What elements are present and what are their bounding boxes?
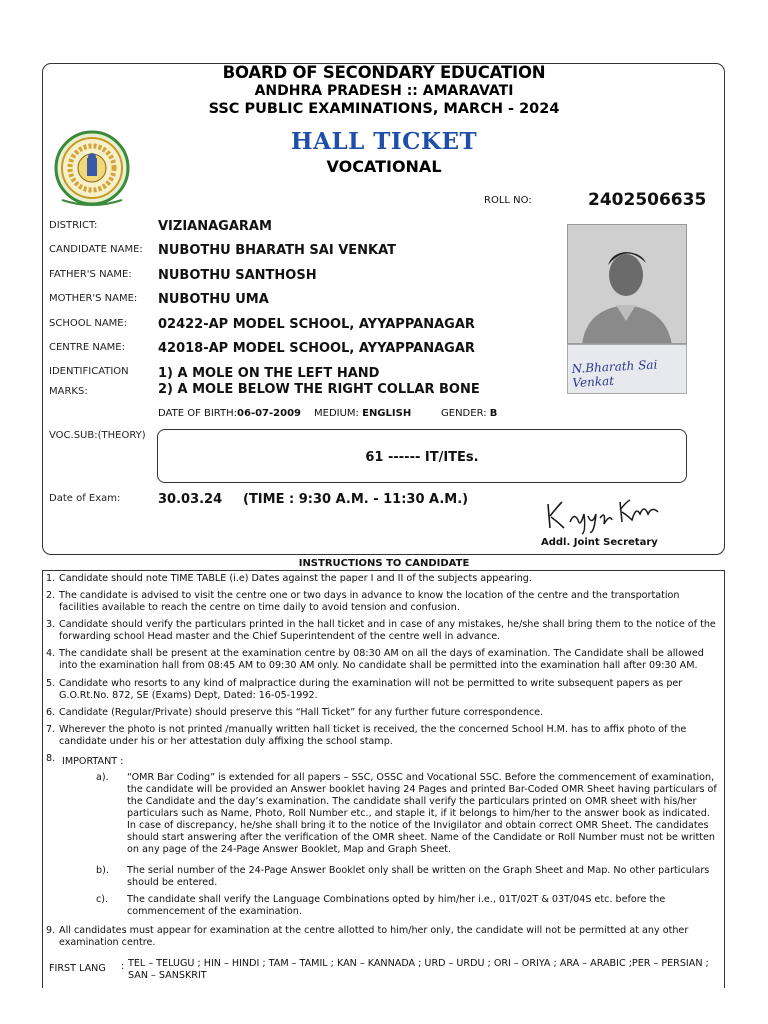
instruction-text: Candidate should verify the particulars printed in the hall ticket and in case of any mistakes, he/she shall bring them to the notice of the forwarding school Head master and the Chief Superintendent of the centre well in advance. [59,619,716,642]
instructions-left-border [42,570,43,988]
stream-title: VOCATIONAL [326,157,442,176]
medium-label: MEDIUM: [314,408,359,419]
instruction-item [46,619,718,643]
candidate-signature [567,344,687,394]
instruction-text: All candidates must appear for examination at the centre allotted to him/her only, the candidate will not be permitted at any other examination centre. [59,925,689,948]
instruction-text: Candidate who resorts to any kind of malpractice during the examination will not be permitted to write subsequent papers as per G.O.Rt.No. 872, SE (Exams) Dept, Dated: 16-05-1992. [59,678,683,701]
ap-emblem-icon [50,128,134,212]
dob-value: 06-07-2009 [237,408,301,419]
first-lang-value: TEL – TELUGU ; HIN – HINDI ; TAM – TAMIL ; KAN – KANNADA ; URD – URDU ; ORI – ORIYA ; ARA – ARABIC ;PER – PERSIAN ; SAN – SANSKRIT [128,958,709,981]
first-lang-label: FIRST LANG [49,963,106,974]
instruction-number: 2. [46,590,56,601]
exam-date-label: Date of Exam: [49,493,121,504]
identification-label: IDENTIFICATION [49,366,129,377]
candidate-name-value: NUBOTHU BHARATH SAI VENKAT [158,243,397,258]
school-name-label: SCHOOL NAME: [49,318,127,329]
instruction-number: 4. [46,648,56,659]
instructions-title: INSTRUCTIONS TO CANDIDATE [0,558,768,569]
instruction-text: Candidate should note TIME TABLE (i.e) Dates against the paper I and II of the subjects appearing. [59,573,532,584]
instruction-number: 8. [46,753,56,764]
father-name-label: FATHER'S NAME: [49,269,132,280]
dob-field [158,408,301,419]
instruction-text: The candidate shall be present at the examination centre by 08:30 AM on all the days of examination. The Candidate shall be allowed into the examination hall from 08:45 AM to 09:30 AM only. No candidate shall be permitted into the examination hall after 09:30 AM. [59,648,704,671]
instruction-text: The candidate is advised to visit the centre one or two days in advance to know the location of the centre and the transportation facilities available to reach the centre on time daily to avoid tension and confusion. [59,590,680,613]
instruction-number: 1. [46,573,56,584]
important-text: “OMR Bar Coding” is extended for all papers – SSC, OSSC and Vocational SSC. Before the commencement of examination, the candidate will be provided an Answer booklet having 24 Pages and printed Bar-Coded OMR Sheet having particulars of the Candidate and the day’s examination. The candidate shall verify the particulars printed on OMR sheet with his/her particulars such as Name, Photo, Roll Number etc., and staple it, if it belongs to him/her to the answer book as indicated. In case of discrepancy, he/she shall bring it to the notice of the Invigilator and obtain correct OMR Sheet. The candidates should start answering after the verification of the OMR sheet. Name of the Candidate or Roll Number must not be written on any page of the 24-Page Answer Booklet, Map and Graph Sheet. [127,772,717,855]
instruction-item [46,753,718,768]
district-label: DISTRICT: [49,220,98,231]
candidate-photo [567,224,687,344]
exam-title: SSC PUBLIC EXAMINATIONS, MARCH - 2024 [208,101,560,117]
voc-subject-box [157,429,687,483]
roll-number-label: ROLL NO: [484,195,532,206]
gender-field [441,408,497,419]
important-number: b). [96,865,109,876]
dob-label: DATE OF BIRTH: [158,408,238,419]
important-number: a). [96,772,109,783]
authority-designation: Addl. Joint Secretary [541,537,658,548]
instruction-item [46,678,718,702]
identification-mark-1: 1) A MOLE ON THE LEFT HAND [158,366,380,381]
instruction-item [46,925,718,949]
important-text: The serial number of the 24-Page Answer Booklet only shall be written on the Graph Sheet and Map. No other particulars should be entered. [127,865,710,888]
important-text: The candidate shall verify the Language Combinations opted by him/her i.e., 01T/02T & 03T/04S etc. before the commencement of the examination. [127,894,666,917]
school-name-value: 02422-AP MODEL SCHOOL, AYYAPPANAGAR [158,317,475,332]
instruction-item [46,573,718,585]
mother-name-label: MOTHER'S NAME: [49,293,138,304]
instruction-item [46,724,718,748]
candidate-name-label: CANDIDATE NAME: [49,244,143,255]
voc-subject-value: 61 ------ IT/ITEs. [365,450,479,465]
instruction-number: 7. [46,724,56,735]
medium-value: ENGLISH [362,408,412,419]
hall-ticket-title: HALL TICKET [290,128,478,155]
district-value: VIZIANAGARAM [158,219,272,234]
instructions-right-border [724,570,725,988]
gender-value: B [489,408,498,419]
instruction-number: 6. [46,707,56,718]
voc-subject-label: VOC.SUB:(THEORY) [49,430,146,441]
roll-number-value: 2402506635 [588,190,707,210]
board-title: BOARD OF SECONDARY EDUCATION [222,63,546,82]
instruction-number: 3. [46,619,56,630]
father-name-value: NUBOTHU SANTHOSH [158,268,317,283]
state-title: ANDHRA PRADESH :: AMARAVATI [254,83,514,99]
instruction-item [46,707,718,719]
authority-signature [540,492,665,537]
centre-name-value: 42018-AP MODEL SCHOOL, AYYAPPANAGAR [158,341,475,356]
medium-field [314,408,411,419]
important-number: c). [96,894,109,905]
instruction-item [46,590,718,614]
instruction-text: IMPORTANT : [62,756,124,767]
instruction-item [46,648,718,672]
gender-label: GENDER: [441,408,487,419]
mother-name-value: NUBOTHU UMA [158,292,269,307]
instruction-number: 9. [46,925,56,936]
exam-date-value: 30.03.24 [158,492,223,507]
first-lang-colon: : [121,961,125,972]
instruction-text: Wherever the photo is not printed /manually written hall ticket is received, the the concerned School H.M. has to affix photo of the candidate under his or her attestation duly affixing the school stamp. [59,724,687,747]
candidate-signature-text: N.Bharath Sai Venkat [571,357,658,390]
exam-time-value: (TIME : 9:30 A.M. - 11:30 A.M.) [243,492,469,507]
identification-mark-2: 2) A MOLE BELOW THE RIGHT COLLAR BONE [158,382,480,397]
person-photo-icon [568,225,687,344]
instruction-number: 5. [46,678,56,689]
centre-name-label: CENTRE NAME: [49,342,125,353]
marks-label: MARKS: [49,386,88,397]
instruction-text: Candidate (Regular/Private) should preserve this “Hall Ticket” for any further future correspondence. [59,707,544,718]
